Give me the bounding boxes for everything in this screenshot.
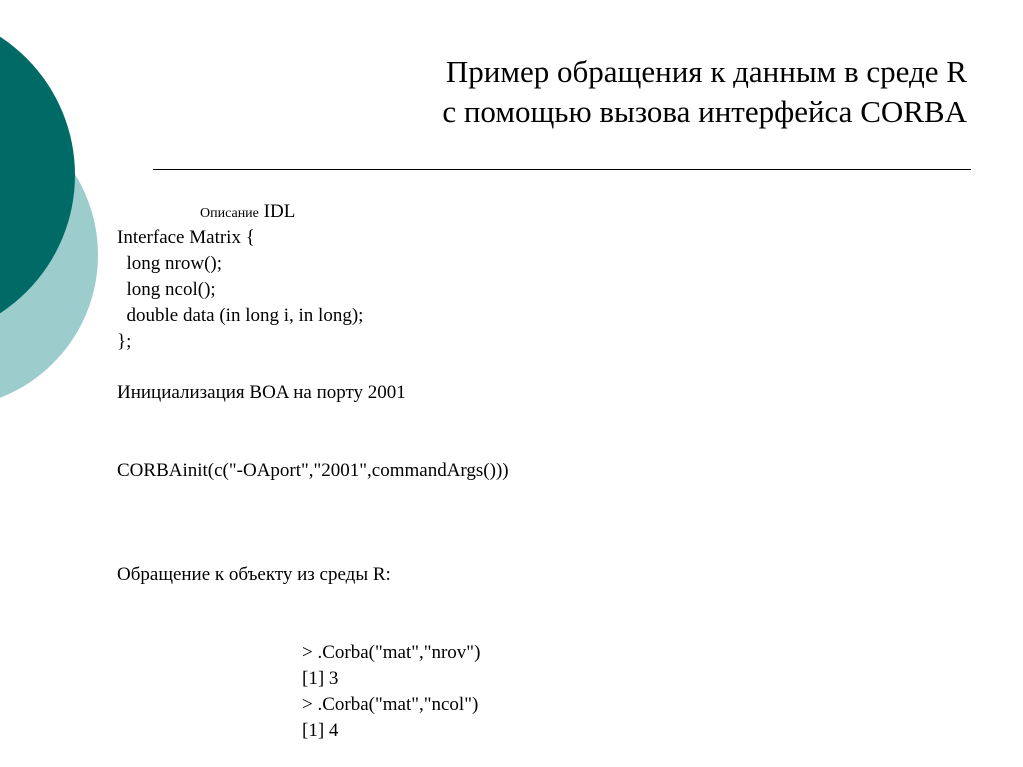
access-heading: Обращение к объекту из среды R: (117, 564, 391, 585)
session-line: > .Corba("mat","ncol") (302, 694, 479, 715)
title-line-1: Пример обращения к данным в среде R (445, 54, 967, 89)
idl-caption-small: Описание (200, 206, 259, 221)
idl-caption-main: IDL (263, 201, 296, 222)
session-line: > .Corba("mat","nrov") (302, 642, 481, 663)
session-line: [1] 3 (302, 668, 339, 689)
idl-code-line: double data (in long i, in long); (117, 305, 364, 326)
idl-caption (200, 199, 295, 227)
title-divider (153, 169, 971, 170)
boa-heading: Инициализация BOA на порту 2001 (117, 382, 406, 403)
idl-code-line: Interface Matrix { (117, 227, 255, 248)
decorative-circles (0, 0, 110, 420)
session-line: [1] 4 (302, 720, 339, 741)
slide-title (442, 52, 967, 132)
idl-code-line: }; (117, 331, 132, 352)
title-line-2: с помощью вызова интерфейса CORBA (442, 94, 967, 129)
idl-code-line: long ncol(); (117, 279, 216, 300)
boa-command: CORBAinit(c("-OAport","2001",commandArgs())) (117, 460, 509, 481)
idl-code-line: long nrow(); (117, 253, 223, 274)
